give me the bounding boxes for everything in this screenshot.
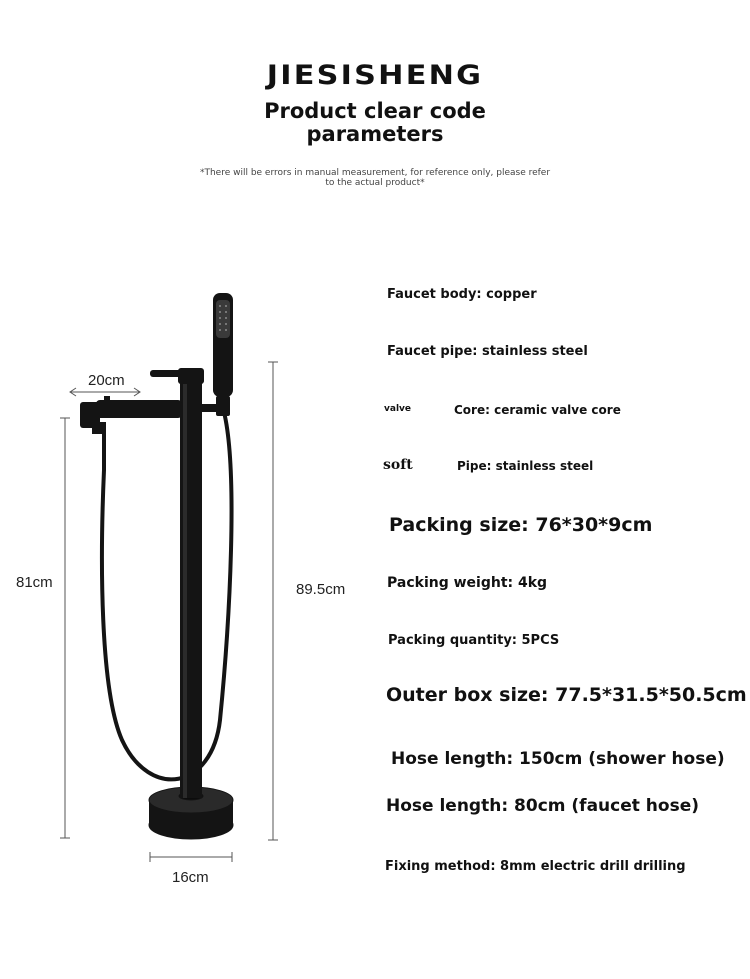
spec-valve-core: Core: ceramic valve core xyxy=(454,403,621,417)
spec-soft-pipe: Pipe: stainless steel xyxy=(457,459,594,473)
spec-packing-weight: Packing weight: 4kg xyxy=(387,575,548,591)
spec-hose-faucet: Hose length: 80cm (faucet hose) xyxy=(386,796,700,816)
dim-spout-height: 81cm xyxy=(16,574,53,591)
spec-faucet-body: Faucet body: copper xyxy=(387,287,537,302)
brand-logo-text: JIESISHENG xyxy=(266,60,484,91)
spec-packing-size: Packing size: 76*30*9cm xyxy=(389,514,653,536)
page-title-line1: Product clear code xyxy=(264,99,486,123)
mixer-lever xyxy=(150,370,184,377)
shower-hose xyxy=(102,412,232,779)
page-title-line2: parameters xyxy=(306,122,444,146)
dimension-lines xyxy=(60,362,278,862)
spec-packing-quantity: Packing quantity: 5PCS xyxy=(388,633,560,648)
spec-outer-box-size: Outer box size: 77.5*31.5*50.5cm xyxy=(386,684,747,706)
spec-hose-shower: Hose length: 150cm (shower hose) xyxy=(391,749,725,769)
spec-valve-label: valve xyxy=(384,404,411,414)
spec-soft-label: soft xyxy=(383,457,413,473)
disclaimer-line1: *There will be errors in manual measurement, for reference only, please refer xyxy=(199,168,551,178)
spec-faucet-pipe: Faucet pipe: stainless steel xyxy=(387,344,588,359)
dim-total-height: 89.5cm xyxy=(296,581,346,598)
spec-fixing-method: Fixing method: 8mm electric drill drilling xyxy=(385,859,686,874)
dim-spout-length: 20cm xyxy=(88,372,125,389)
dim-base-diameter: 16cm xyxy=(172,869,209,886)
disclaimer-line2: to the actual product* xyxy=(325,178,425,188)
